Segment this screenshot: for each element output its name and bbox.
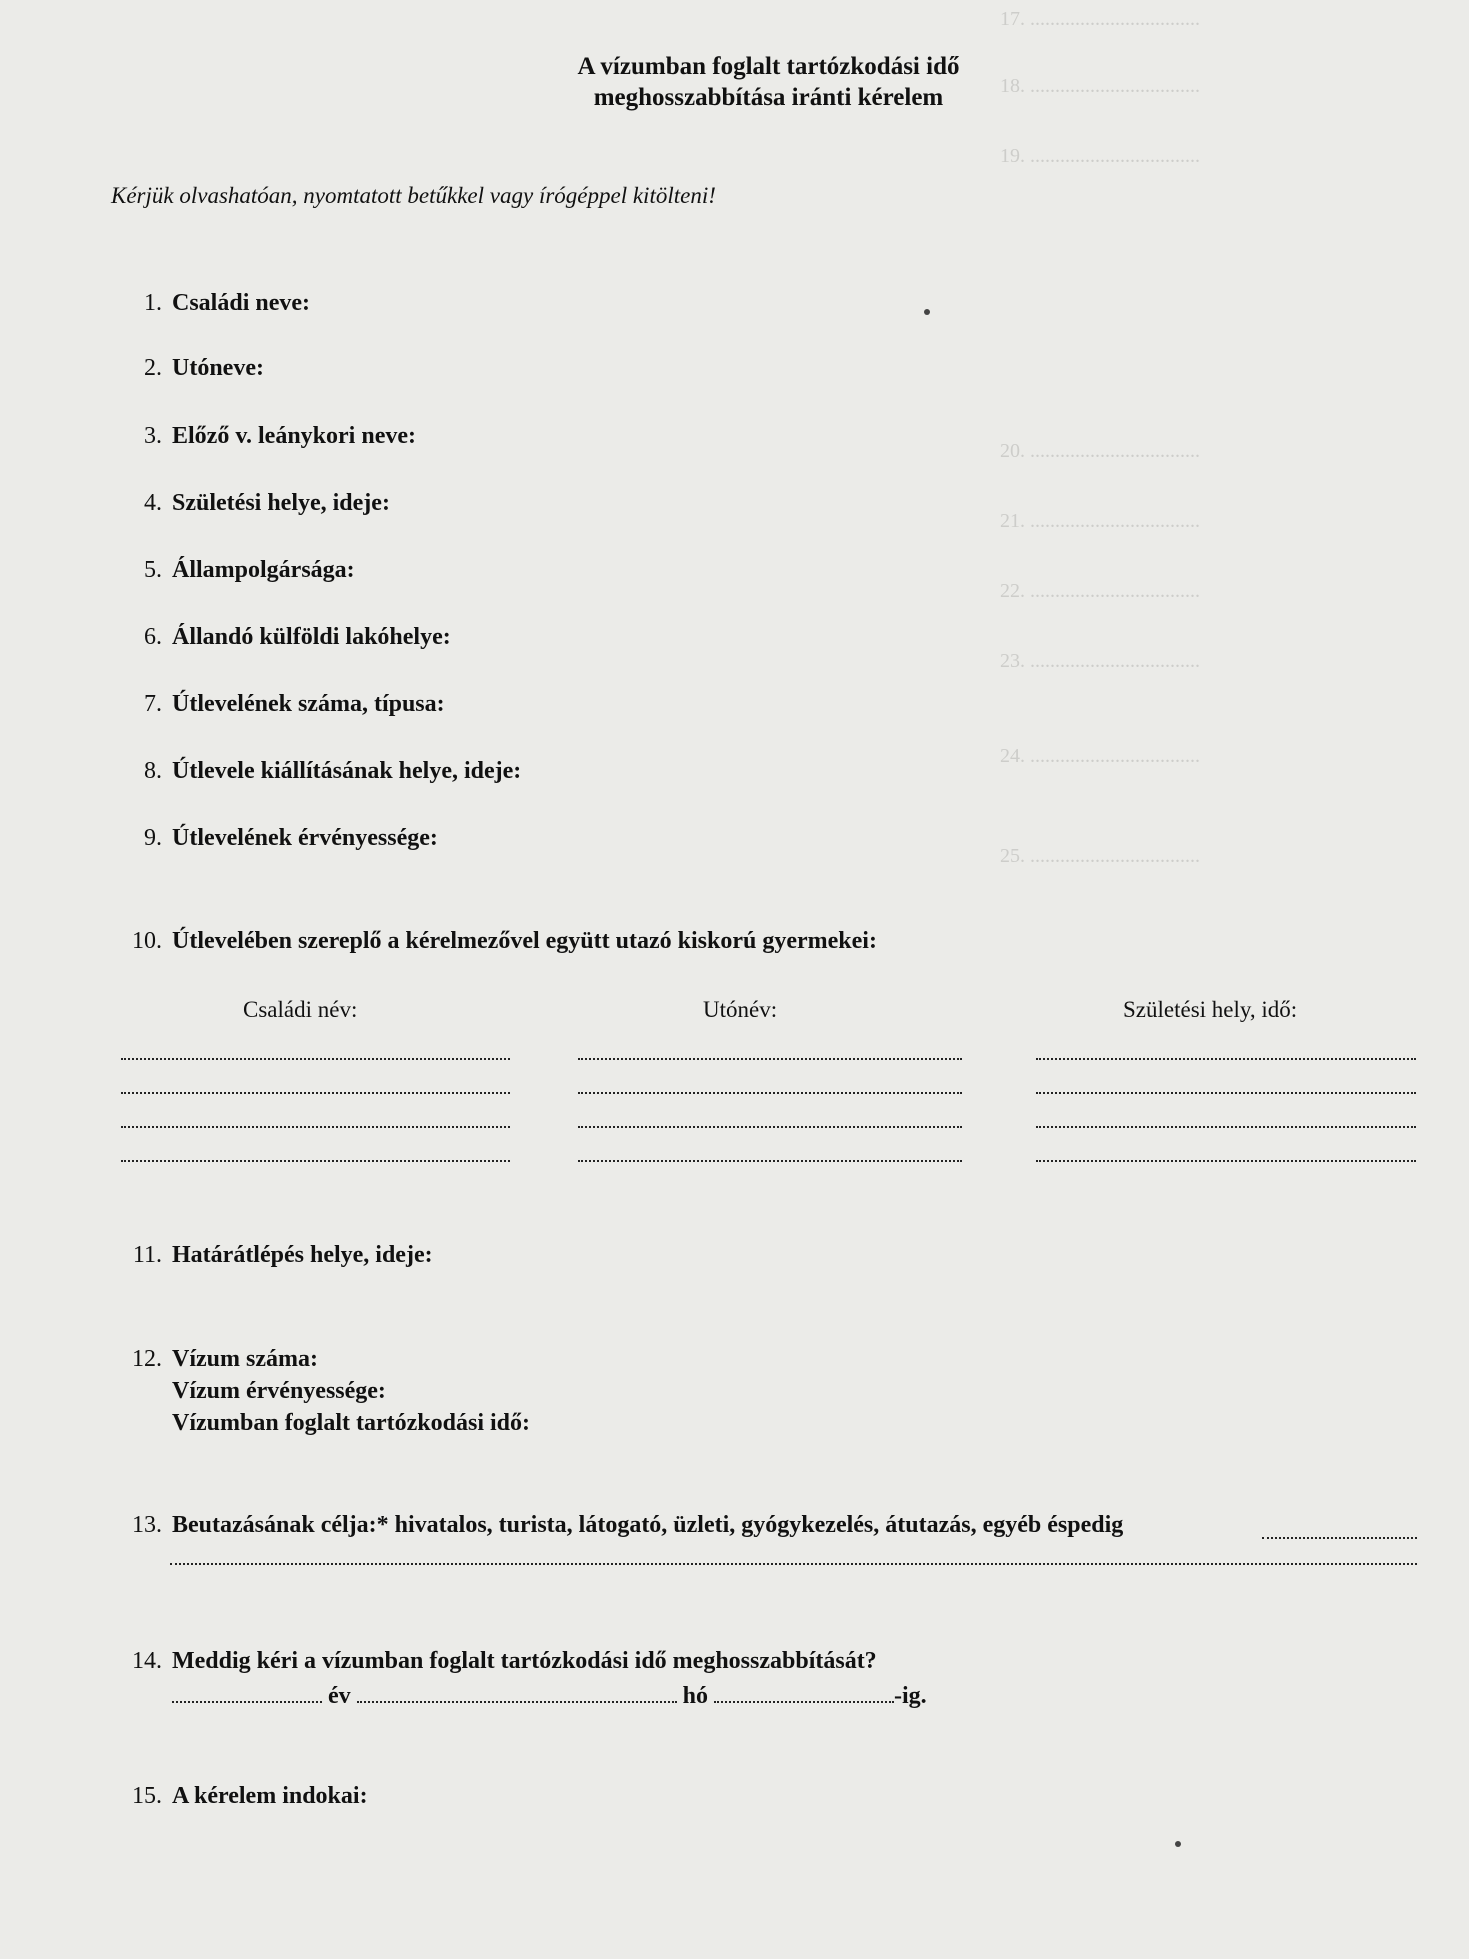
children-row-2-birth-field[interactable] [1036, 1092, 1416, 1094]
field-label: Születési helye, ideje: [172, 490, 390, 516]
field-number: 12. [132, 1346, 162, 1372]
field-14-year-label: év [328, 1683, 351, 1709]
field-12-visa[interactable] [116, 1343, 530, 1439]
field-number: 7. [144, 691, 162, 717]
field-label: Útlevelének száma, típusa: [172, 691, 445, 717]
children-row-3-birth-field[interactable] [1036, 1126, 1416, 1128]
field-12-visa-validity: Vízum érvényessége: [172, 1378, 386, 1404]
bleed-through-text: 17. .................................. [1000, 8, 1200, 30]
field-15-reasons[interactable] [116, 1783, 368, 1810]
children-row-2-given-name-field[interactable] [578, 1092, 962, 1094]
field-number: 6. [144, 624, 162, 650]
field-label: Állandó külföldi lakóhelye: [172, 624, 451, 650]
field-1-family-name[interactable] [116, 290, 310, 317]
field-number: 4. [144, 490, 162, 516]
field-10-children [116, 928, 877, 955]
children-col-birth: Születési hely, idő: [1123, 997, 1298, 1022]
bleed-through-text: 22. .................................. [1000, 580, 1200, 602]
field-4-birthplace-date[interactable] [116, 490, 390, 517]
field-number: 13. [132, 1512, 162, 1538]
field-number: 9. [144, 825, 162, 851]
children-row-4-family-name-field[interactable] [121, 1160, 510, 1162]
field-label: Előző v. leánykori neve: [172, 423, 416, 449]
field-number: 14. [132, 1648, 162, 1674]
children-row-1-given-name-field[interactable] [578, 1058, 962, 1060]
form-instruction: Kérjük olvashatóan, nyomtatott betűkkel vagy írógéppel kitölteni! [111, 183, 716, 208]
field-14-extension-until [116, 1648, 877, 1675]
field-13-purpose-inline-fill[interactable] [1262, 1537, 1417, 1539]
form-title-line2: meghosszabbítása iránti kérelem [593, 84, 944, 111]
field-14-year-input[interactable] [172, 1701, 322, 1703]
bleed-through-text: 20. .................................. [1000, 440, 1200, 462]
bleed-through-text: 23. .................................. [1000, 650, 1200, 672]
field-11-border-crossing[interactable] [116, 1242, 433, 1269]
children-row-2-family-name-field[interactable] [121, 1092, 510, 1094]
field-8-passport-issue[interactable] [116, 758, 521, 785]
children-row-3-family-name-field[interactable] [121, 1126, 510, 1128]
field-14-suffix: -ig. [894, 1683, 927, 1709]
field-label: Határátlépés helye, ideje: [172, 1242, 433, 1268]
field-number: 15. [132, 1783, 162, 1809]
field-label: Vízum száma: [172, 1346, 318, 1372]
children-col-given-name: Utónév: [703, 997, 778, 1022]
field-number: 10. [132, 928, 162, 954]
field-number: 11. [132, 1242, 162, 1268]
bleed-through-text: 18. .................................. [1000, 75, 1200, 97]
field-6-residence[interactable] [116, 624, 451, 651]
field-number: 8. [144, 758, 162, 784]
field-label: A kérelem indokai: [172, 1783, 368, 1809]
field-number: 3. [144, 423, 162, 449]
field-label: Családi neve: [172, 290, 310, 316]
field-label: Útlevelében szereplő a kérelmezővel együtt utazó kiskorú gyermekei: [172, 928, 877, 954]
field-12-visa-stay: Vízumban foglalt tartózkodási idő: [172, 1410, 531, 1436]
bleed-through-text: 19. .................................. [1000, 145, 1200, 167]
field-14-month-label: hó [682, 1683, 709, 1709]
speck-mark [924, 309, 930, 315]
form-title-line1: A vízumban foglalt tartózkodási idő [577, 53, 960, 80]
children-row-3-given-name-field[interactable] [578, 1126, 962, 1128]
field-3-previous-name[interactable] [116, 423, 416, 450]
children-row-1-family-name-field[interactable] [121, 1058, 510, 1060]
field-number: 2. [144, 355, 162, 381]
field-5-citizenship[interactable] [116, 557, 355, 584]
field-label: Utóneve: [172, 355, 264, 381]
field-label: Állampolgársága: [172, 557, 355, 583]
bleed-through-text: 24. .................................. [1000, 745, 1200, 767]
field-number: 1. [144, 290, 162, 316]
field-13-purpose-continuation[interactable] [170, 1563, 1417, 1565]
field-label: Beutazásának célja:* hivatalos, turista, látogató, üzleti, gyógykezelés, átutazás, egyéb éspedig [172, 1512, 1124, 1538]
children-row-4-given-name-field[interactable] [578, 1160, 962, 1162]
field-label: Útlevele kiállításának helye, ideje: [172, 758, 522, 784]
children-row-4-birth-field[interactable] [1036, 1160, 1416, 1162]
children-col-family-name: Családi név: [243, 997, 358, 1022]
field-2-given-name[interactable] [116, 355, 264, 382]
field-14-date-row [172, 1683, 927, 1710]
field-9-passport-validity[interactable] [116, 825, 438, 852]
field-7-passport-number[interactable] [116, 691, 445, 718]
field-14-day-input[interactable] [714, 1701, 894, 1703]
bleed-through-text: 25. .................................. [1000, 845, 1200, 867]
children-row-1-birth-field[interactable] [1036, 1058, 1416, 1060]
field-13-purpose[interactable] [116, 1512, 1123, 1539]
field-label: Útlevelének érvényessége: [172, 825, 438, 851]
field-label: Meddig kéri a vízumban foglalt tartózkodási idő meghosszabbítását? [172, 1648, 877, 1674]
field-14-month-input[interactable] [357, 1701, 677, 1703]
bleed-through-text: 21. .................................. [1000, 510, 1200, 532]
speck-mark [1175, 1841, 1181, 1847]
field-number: 5. [144, 557, 162, 583]
